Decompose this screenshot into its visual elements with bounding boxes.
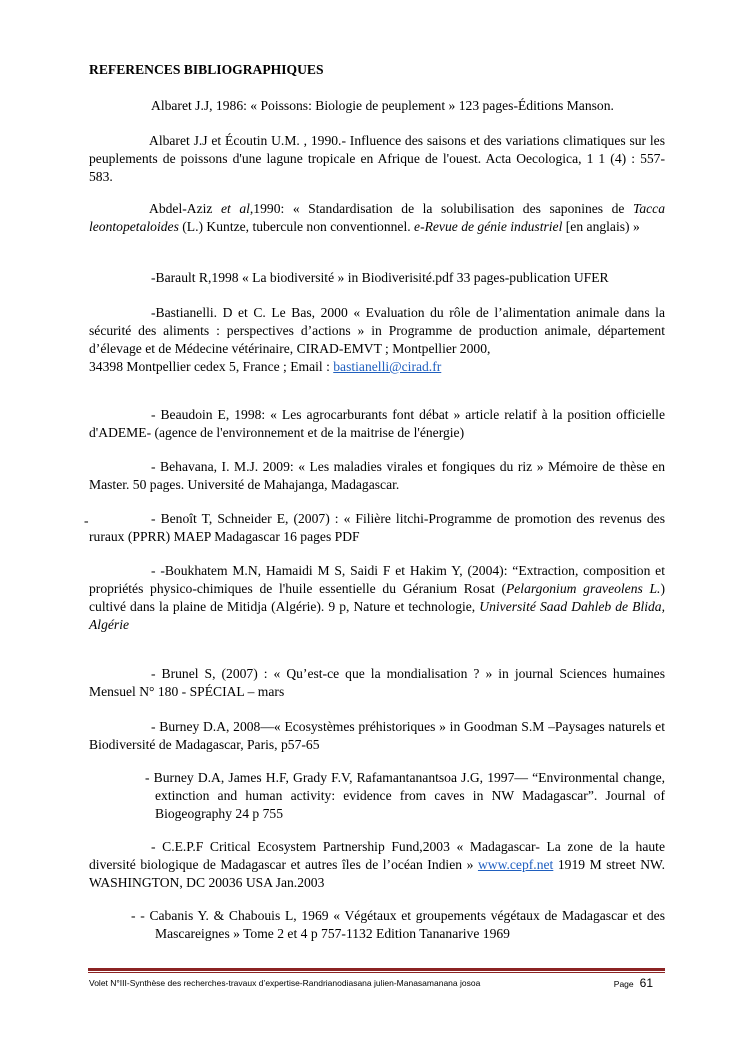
reference-brunel <box>89 665 665 701</box>
page-title: REFERENCES BIBLIOGRAPHIQUES <box>89 62 324 77</box>
reference-albaret-1986 <box>89 97 665 115</box>
page-footer <box>89 978 665 988</box>
reference-barault <box>89 269 665 287</box>
reference-text: - Burney D.A, James H.F, Grady F.V, Rafamantanantsoa J.G, 1997— “Environmental change, extinction and human activity: evidence from caves in NW Madagascar”. Journal of Biogeography 24 p 755 <box>145 770 665 821</box>
reference-boukhatem <box>89 562 665 634</box>
reference-text: - C.E.P.F Critical Ecosystem Partnership Fund,2003 « Madagascar- La zone de la haute diversité biologique de Madagascar et autres îles de l’océan Indien » www.cepf.net 1919 M street NW. WASHINGTON, DC 20036 USA Jan.2003 <box>89 839 665 890</box>
reference-text: Abdel-Aziz et al,1990: « Standardisation de la solubilisation des saponines de Tacca leontopetaloides (L.) Kuntze, tubercule non conventionnel. e-Revue de génie industriel [en anglais) » <box>89 201 665 234</box>
reference-text: - - Cabanis Y. & Chabouis L, 1969 « Végétaux et groupements végétaux de Madagascar et des Mascareignes » Tome 2 et 4 p 757-1132 Edition Tananarive 1969 <box>131 908 665 941</box>
reference-cabanis <box>89 907 665 943</box>
list-dash: - <box>84 513 89 528</box>
reference-text: -Bastianelli. D et C. Le Bas, 2000 « Evaluation du rôle de l’alimentation animale dans la sécurité des aliments : perspectives d’actions » in Programme de production animale, département d’élevage et de Médecine vétérinaire, CIRAD-EMVT ; Montpellier 2000, <box>89 305 665 356</box>
reference-text: - -Boukhatem M.N, Hamaidi M S, Saidi F et Hakim Y, (2004): “Extraction, composition et propriétés physico-chimiques de l'huile essentielle du Géranium Rosat (Pelargonium graveolens L.) cultivé dans la plaine de Mitidja (Algérie). 9 p, Nature et technologie, Université Saad Dahleb de Blida, Algérie <box>89 563 665 632</box>
cepf-link[interactable]: www.cepf.net <box>477 857 554 872</box>
reference-text: - Beaudoin E, 1998: « Les agrocarburants font débat » article relatif à la position officielle d'ADEME- (agence de l'environnement et de la maitrise de l'énergie) <box>89 407 665 440</box>
reference-behavana <box>89 458 665 494</box>
reference-burney-1997 <box>89 769 665 823</box>
email-link[interactable]: bastianelli@cirad.fr <box>333 359 442 374</box>
reference-text: 34398 Montpellier cedex 5, France ; Email : bastianelli@cirad.fr <box>89 359 442 374</box>
reference-bastianelli <box>89 304 665 376</box>
reference-cepf <box>89 838 665 892</box>
reference-burney-2008 <box>89 718 665 754</box>
page-number: Page 61 <box>613 976 653 990</box>
footer-divider-thin <box>88 972 665 973</box>
footer-text: Volet N°III-Synthèse des recherches-travaux d’expertise-Randrianodiasana julien-Manasamanana josoa <box>89 978 481 988</box>
reference-text: - Benoît T, Schneider E, (2007) : « Filière litchi-Programme de promotion des revenus des ruraux (PPRR) MAEP Madagascar 16 pages PDF <box>89 511 665 544</box>
reference-text: - Burney D.A, 2008—« Ecosystèmes préhistoriques » in Goodman S.M –Paysages naturels et Biodiversité de Madagascar, Paris, p57-65 <box>89 719 665 752</box>
reference-text: Albaret J.J, 1986: « Poissons: Biologie de peuplement » 123 pages-Éditions Manson. <box>151 98 614 113</box>
reference-abdel-aziz <box>89 200 665 236</box>
reference-albaret-1990 <box>89 132 665 186</box>
reference-beaudoin <box>89 406 665 442</box>
reference-text: - Brunel S, (2007) : « Qu’est-ce que la mondialisation ? » in journal Sciences humaines Mensuel N° 180 - SPÉCIAL – mars <box>89 666 665 699</box>
reference-text: - Behavana, I. M.J. 2009: « Les maladies virales et fongiques du riz » Mémoire de thèse en Master. 50 pages. Université de Mahajanga, Madagascar. <box>89 459 665 492</box>
footer-divider <box>88 968 665 971</box>
reference-benoit <box>89 510 665 546</box>
reference-text: Albaret J.J et Écoutin U.M. , 1990.- Influence des saisons et des variations climatiques sur les peuplements de poissons d'une lagune tropicale en Afrique de l'ouest. Acta Oecologica, 1 1 (4) : 557- 583. <box>89 133 665 184</box>
reference-text: -Barault R,1998 « La biodiversité » in Biodiverisité.pdf 33 pages-publication UFER <box>151 270 609 285</box>
